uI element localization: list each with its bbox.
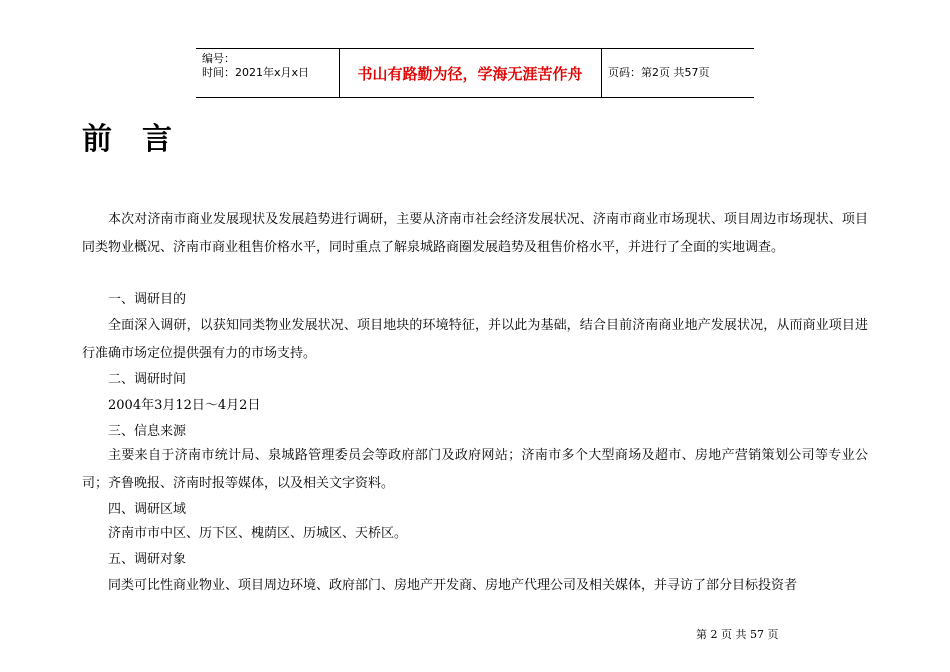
header-divider	[601, 49, 602, 97]
section-body: 同类可比性商业物业、项目周边环境、政府部门、房地产开发商、房地产代理公司及相关媒体，并寻访了部分目标投资者	[108, 578, 798, 593]
section-heading: 四、调研区域	[108, 502, 187, 517]
number-label: 编号：	[202, 52, 235, 65]
page-header	[196, 48, 754, 98]
page-title: 前言	[82, 122, 202, 157]
page-footer: 第 2 页 共 57 页	[696, 628, 779, 641]
section-body: 济南市市中区、历下区、槐荫区、历城区、天桥区。	[108, 526, 408, 541]
header-page-info: 页码：第2页 共57页	[608, 66, 710, 79]
section-body: 主要来自于济南市统计局、泉城路管理委员会等政府部门及政府网站；济南市多个大型商场及超市、房地产营销策划公司等专业公司；齐鲁晚报、济南时报等媒体，以及相关文字资料。	[82, 448, 868, 491]
section-heading: 三、信息来源	[108, 424, 187, 439]
time-label: 时间：2021年x月x日	[202, 66, 310, 79]
intro-paragraph: 本次对济南市商业发展现状及发展趋势进行调研，主要从济南市社会经济发展状况、济南市商业市场现状、项目周边市场现状、项目同类物业概况、济南市商业租售价格水平，同时重点了解泉城路商圈发展趋势及租售价格水平，并进行了全面的实地调查。	[82, 212, 868, 255]
section-body: 2004年3月12日～4月2日	[108, 398, 261, 413]
header-motto: 书山有路勤为径，学海无涯苦作舟	[357, 65, 583, 83]
section-body: 全面深入调研，以获知同类物业发展状况、项目地块的环境特征，并以此为基础，结合目前济南商业地产发展状况，从而商业项目进行准确市场定位提供强有力的市场支持。	[82, 318, 868, 361]
section-heading: 一、调研目的	[108, 292, 187, 307]
header-meta	[202, 52, 309, 80]
section-heading: 五、调研对象	[108, 552, 187, 567]
section-heading: 二、调研时间	[108, 372, 187, 387]
